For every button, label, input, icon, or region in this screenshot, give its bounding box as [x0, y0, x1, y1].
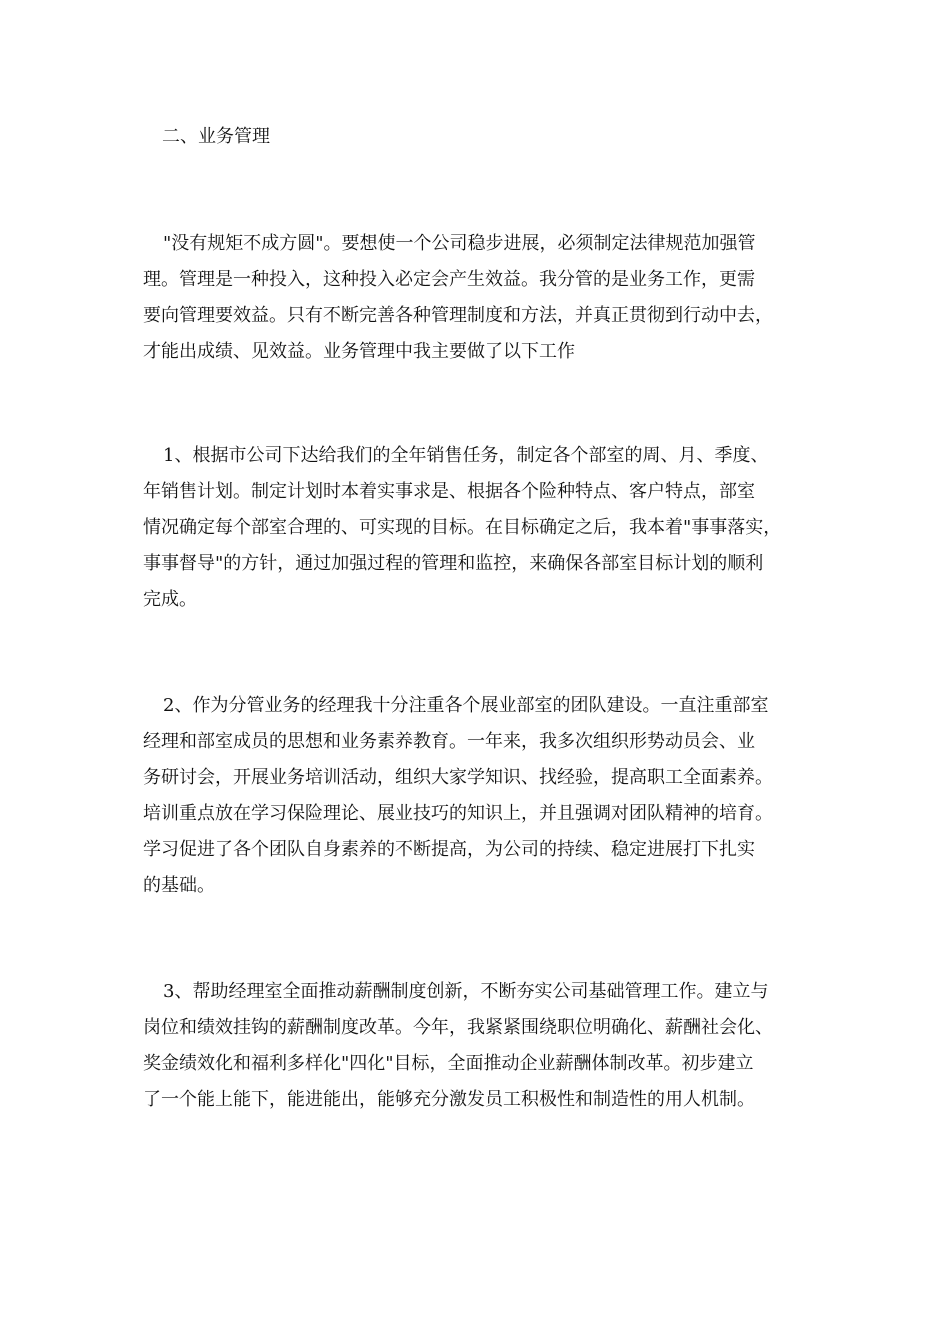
paragraph-line: 的基础。 [143, 875, 215, 896]
paragraph-line: 理。管理是一种投入，这种投入必定会产生效益。我分管的是业务工作，更需 [143, 269, 755, 290]
paragraph-line: 事事督导"的方针，通过加强过程的管理和监控，来确保各部室目标计划的顺利 [143, 553, 764, 574]
paragraph-line: 岗位和绩效挂钩的薪酬制度改革。今年，我紧紧围绕职位明确化、薪酬社会化、 [143, 1017, 773, 1038]
paragraph-line: 了一个能上能下，能进能出，能够充分激发员工积极性和制造性的用人机制。 [143, 1089, 755, 1110]
paragraph-line: "没有规矩不成方圆"。要想使一个公司稳步进展，必须制定法律规范加强管 [163, 233, 756, 254]
paragraph-item-1 [143, 438, 823, 618]
paragraph-item-2 [143, 688, 823, 904]
paragraph-line: 要向管理要效益。只有不断完善各种管理制度和方法，并真正贯彻到行动中去， [143, 305, 773, 326]
paragraph-line: 1、根据市公司下达给我们的全年销售任务，制定各个部室的周、月、季度、 [163, 445, 769, 466]
paragraph-line: 情况确定每个部室合理的、可实现的目标。在目标确定之后，我本着"事事落实， [143, 517, 782, 538]
paragraph-item-3 [143, 974, 823, 1118]
paragraph-line: 奖金绩效化和福利多样化"四化"目标，全面推动企业薪酬体制改革。初步建立 [143, 1053, 754, 1074]
section-heading: 二、业务管理 [162, 126, 270, 147]
paragraph-intro [143, 226, 823, 370]
paragraph-line: 经理和部室成员的思想和业务素养教育。一年来，我多次组织形势动员会、业 [143, 731, 755, 752]
paragraph-line: 务研讨会，开展业务培训活动，组织大家学知识、找经验，提高职工全面素养。 [143, 767, 773, 788]
paragraph-line: 学习促进了各个团队自身素养的不断提高，为公司的持续、稳定进展打下扎实 [143, 839, 755, 860]
paragraph-line: 完成。 [143, 589, 197, 610]
paragraph-line: 2、作为分管业务的经理我十分注重各个展业部室的团队建设。一直注重部室 [163, 695, 769, 716]
paragraph-line: 3、帮助经理室全面推动薪酬制度创新，不断夯实公司基础管理工作。建立与 [163, 981, 769, 1002]
paragraph-line: 年销售计划。制定计划时本着实事求是、根据各个险种特点、客户特点，部室 [143, 481, 755, 502]
paragraph-line: 才能出成绩、见效益。业务管理中我主要做了以下工作 [143, 341, 575, 362]
paragraph-line: 培训重点放在学习保险理论、展业技巧的知识上，并且强调对团队精神的培育。 [143, 803, 773, 824]
